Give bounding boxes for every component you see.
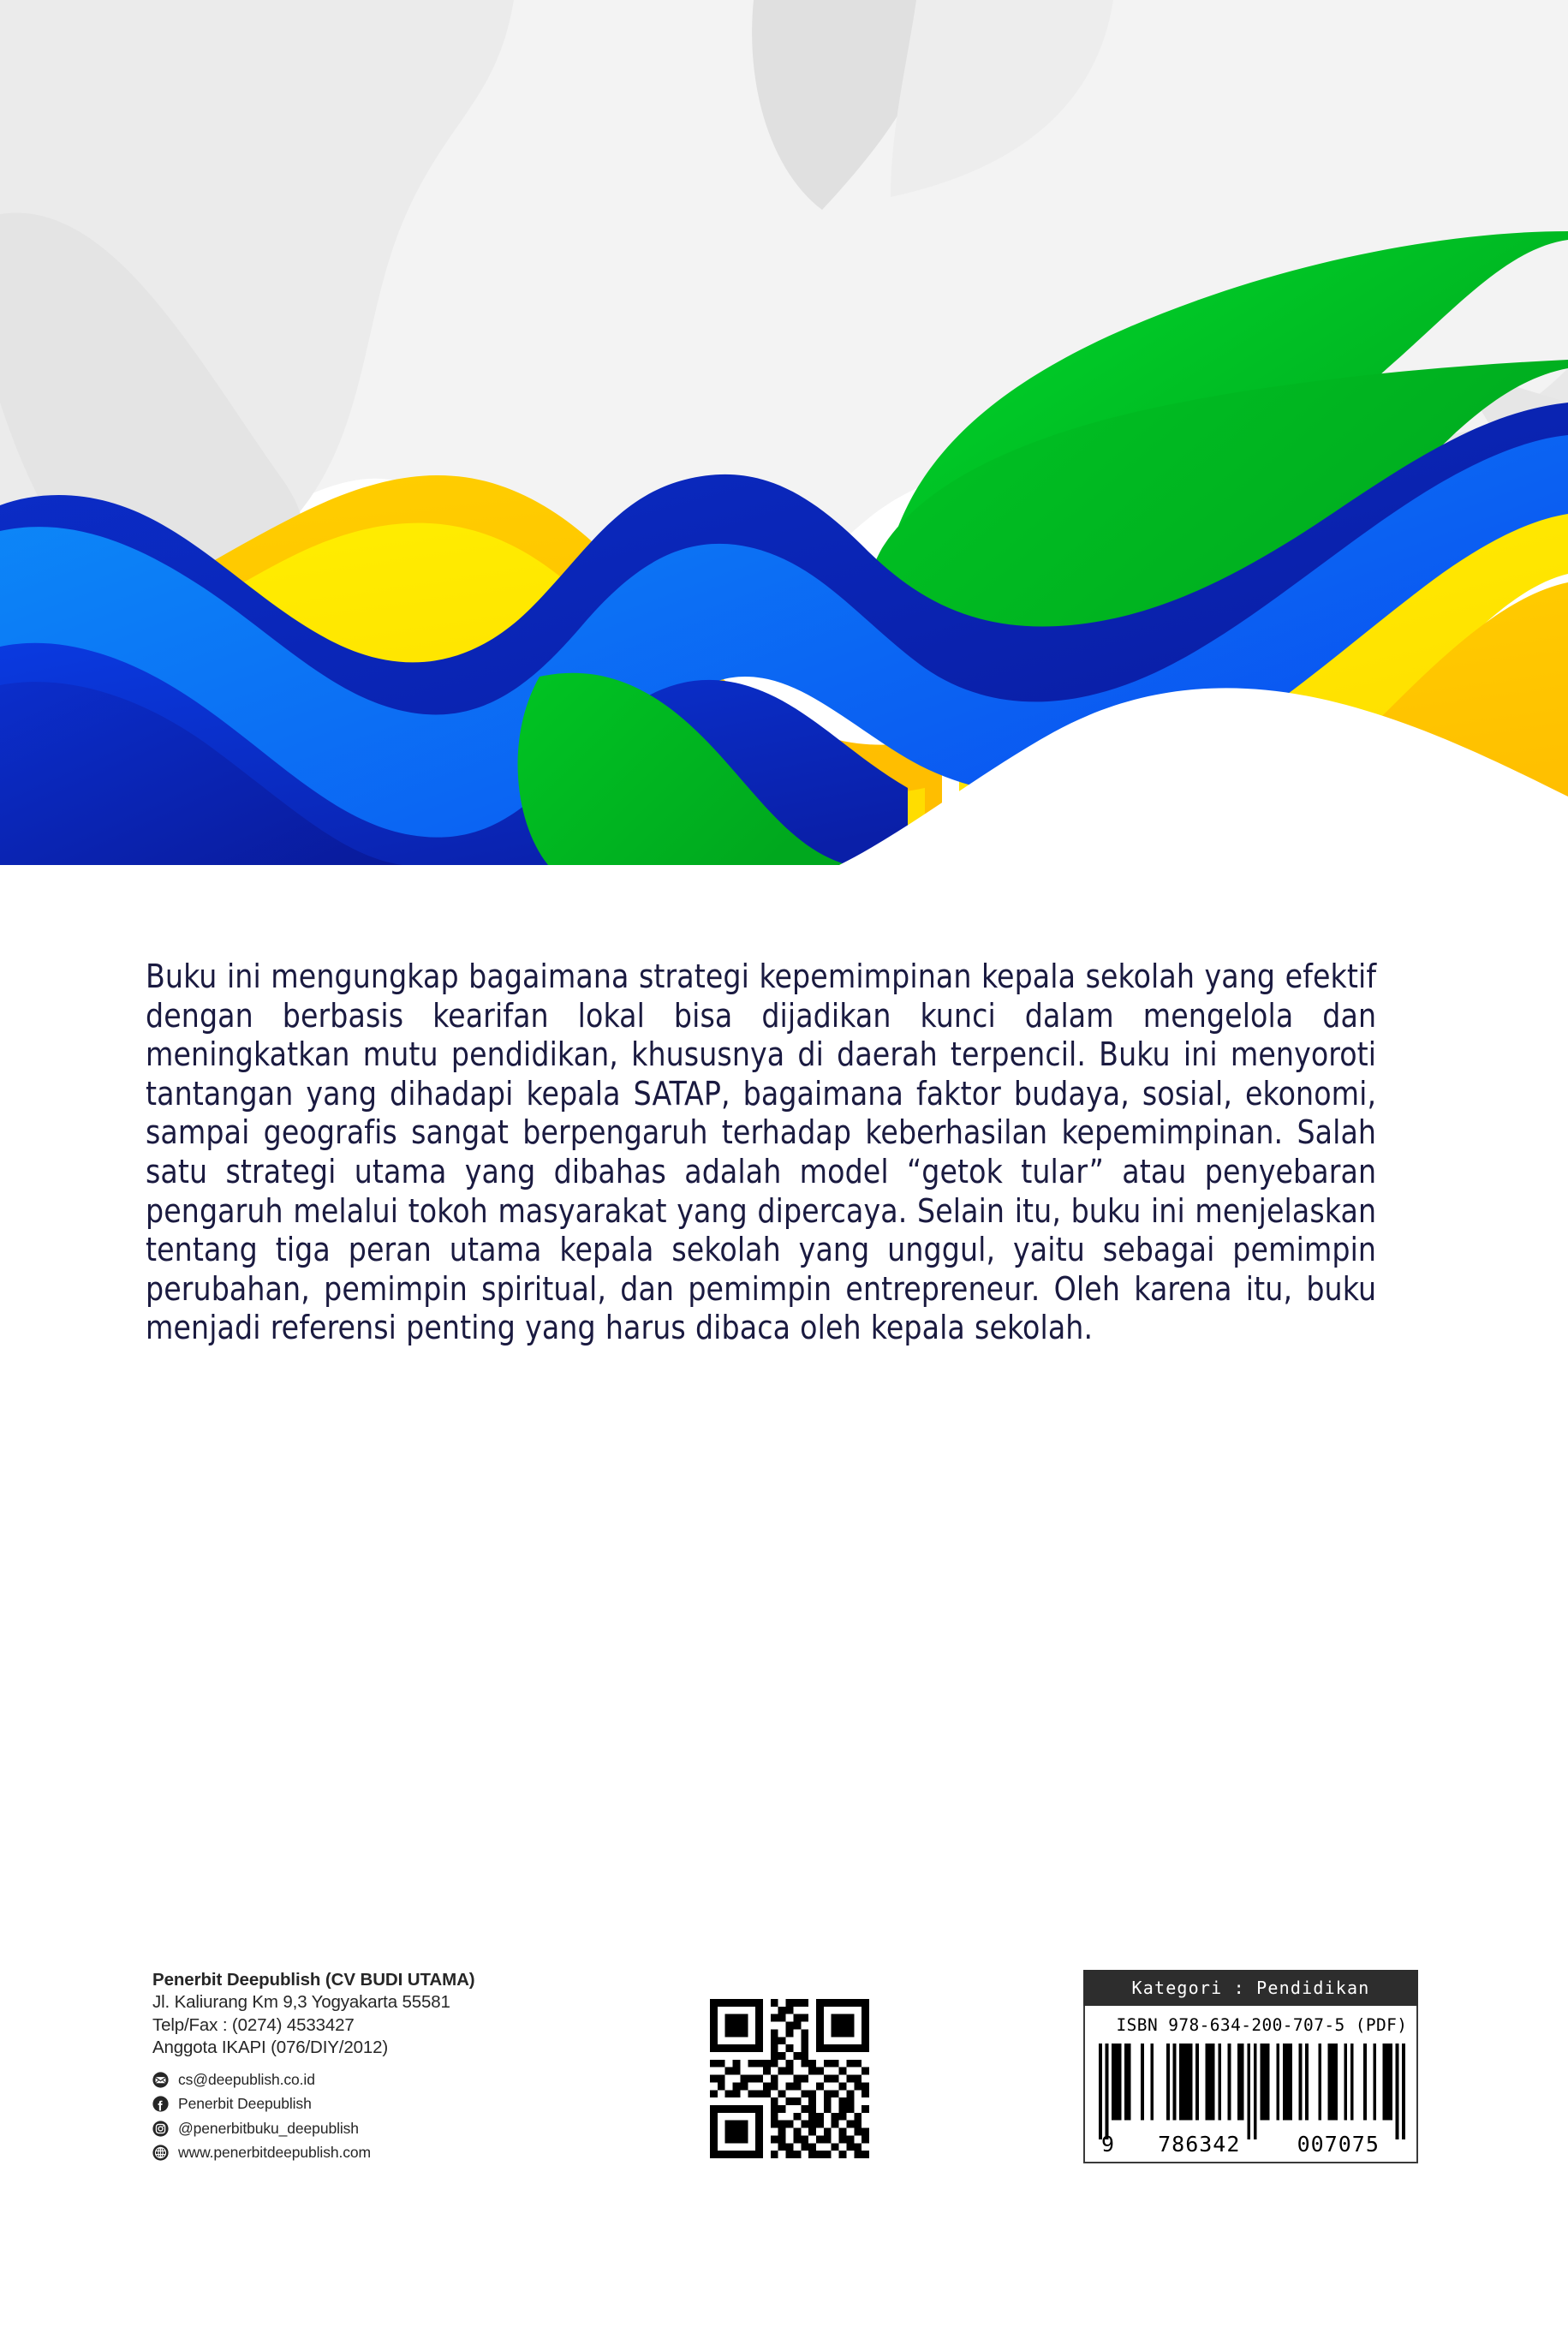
facebook-icon	[152, 2096, 169, 2112]
barcode-group-left: 786342	[1158, 2132, 1241, 2157]
back-cover-blurb	[146, 958, 1376, 1348]
contact-facebook-text: Penerbit Deepublish	[178, 2095, 312, 2112]
contact-email-text: cs@deepublish.co.id	[178, 2070, 315, 2088]
barcode-box	[1083, 2006, 1418, 2163]
barcode-bars-svg	[1099, 2044, 1405, 2139]
envelope-icon	[152, 2072, 169, 2088]
publisher-info	[152, 1968, 632, 2167]
contact-website[interactable]	[152, 2142, 632, 2163]
blurb-paragraph: Buku ini mengungkap bagaimana strategi kepemimpinan kepala sekolah yang efektif dengan berbasis kearifan lokal bisa dijadikan kunci dalam mengelola dan meningkatkan mutu pendidikan, khususnya di daerah terpencil. Buku ini menyoroti tantangan yang dihadapi kepala SATAP, bagaimana faktor budaya, sosial, ekonomi, sampai geografis sangat berpengaruh terhadap keberhasilan kepemimpinan. Salah satu strategi utama yang dibahas adalah model “getok tular” atau penyebaran pengaruh melalui tokoh masyarakat yang dipercaya. Selain itu, buku ini menjelaskan tentang tiga peran utama kepala sekolah yang unggul, yaitu sebagai pemimpin perubahan, pemimpin spiritual, dan pemimpin entrepreneur. Oleh karena itu, buku menjadi referensi penting yang harus dibaca oleh kepala sekolah.	[146, 958, 1377, 1348]
barcode-bars	[1099, 2044, 1405, 2139]
barcode-lead-digit: 9	[1100, 2132, 1116, 2157]
barcode-group-right: 007075	[1297, 2132, 1380, 2157]
isbn-label	[1083, 1970, 1418, 2163]
qr-code-svg	[710, 1999, 869, 2158]
contact-website-text: www.penerbitdeepublish.com	[178, 2144, 372, 2161]
isbn-number: ISBN 978-634-200-707-5 (PDF)	[1116, 2015, 1408, 2035]
globe-icon	[152, 2145, 169, 2161]
publisher-name: Penerbit Deepublish (CV BUDI UTAMA)	[152, 1970, 475, 1990]
category-bar: Kategori : Pendidikan	[1083, 1970, 1418, 2006]
contact-instagram-text: @penerbitbuku_deepublish	[178, 2119, 359, 2137]
publisher-membership: Anggota IKAPI (076/DIY/2012)	[152, 2038, 389, 2057]
qr-code[interactable]	[710, 1999, 869, 2158]
publisher-address: Jl. Kaliurang Km 9,3 Yogyakarta 55581	[152, 1992, 450, 2012]
barcode-digits	[1092, 2132, 1410, 2157]
publisher-phone: Telp/Fax : (0274) 4533427	[152, 2014, 355, 2035]
wave-graphic-svg	[0, 0, 1568, 865]
contact-facebook[interactable]	[152, 2093, 632, 2115]
header-wave-banner	[0, 0, 1568, 865]
contact-instagram[interactable]	[152, 2118, 632, 2139]
contact-list	[152, 2069, 632, 2164]
instagram-icon	[152, 2121, 169, 2137]
contact-email[interactable]	[152, 2069, 632, 2091]
